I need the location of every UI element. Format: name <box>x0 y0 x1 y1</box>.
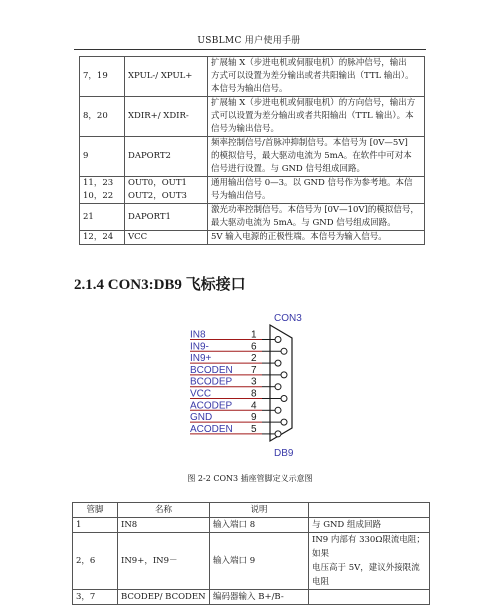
pin-socket <box>275 407 281 413</box>
table-row <box>80 97 425 137</box>
pin-number: 2 <box>251 353 257 365</box>
signal-label: BCODEP <box>190 376 233 388</box>
description-cell: 编码器输入 B+/B- <box>210 590 309 605</box>
pin-cell: 2，6 <box>73 533 118 590</box>
column-header: 管脚 <box>73 503 118 518</box>
description-cell: 频率控制信号/首脉冲抑制信号。本信号为 [0V—5V] 的模拟信号，最大驱动电流为 5mA。在软件中可对本 信号进行设置。与 GND 信号组成回路。 <box>208 137 425 177</box>
pin-number: 5 <box>251 423 257 435</box>
signal-name-cell: XPUL-/ XPUL+ <box>125 57 208 97</box>
pin-socket <box>275 360 281 366</box>
name-cell: IN9+，IN9－ <box>118 533 210 590</box>
pin-socket <box>281 372 287 378</box>
pin-cell: 1 <box>73 518 118 533</box>
table-row <box>80 177 425 204</box>
pin-socket <box>275 337 281 343</box>
pin-number: 6 <box>251 341 257 353</box>
pin-cell: 12，24 <box>80 231 125 245</box>
description-cell: 5V 输入电源的正极性端。本信号为输入信号。 <box>208 231 425 245</box>
pin-socket <box>281 348 287 354</box>
pin-socket <box>275 431 281 437</box>
pin-cell: 21 <box>80 204 125 231</box>
signal-label: ACODEN <box>190 423 233 435</box>
signal-label: BCODEN <box>190 364 233 376</box>
table-row <box>73 533 430 590</box>
signal-label: IN9+ <box>190 353 212 365</box>
signal-label: GND <box>190 412 213 424</box>
signal-name-cell: OUT0，OUT1 OUT2，OUT3 <box>125 177 208 204</box>
signal-name-cell: DAPORT1 <box>125 204 208 231</box>
signal-name-cell: XDIR+/ XDIR- <box>125 97 208 137</box>
connector-bottom-label: DB9 <box>274 448 294 458</box>
column-header <box>309 503 430 518</box>
pin-number: 1 <box>251 329 257 341</box>
signal-name-cell: VCC <box>125 231 208 245</box>
pin-socket <box>281 419 287 425</box>
table-row <box>73 590 430 605</box>
table-row <box>80 231 425 245</box>
table-row <box>80 57 425 97</box>
description-cell: 扩展轴 X（步进电机或伺服电机）的脉冲信号，输出 方式可以设置为差分输出或者共阳输出（TTL 输出）。 本信号为输出信号。 <box>208 57 425 97</box>
pin-number: 7 <box>251 364 257 376</box>
header-divider <box>74 49 426 50</box>
signal-label: VCC <box>190 388 212 400</box>
pin-number: 4 <box>251 400 257 412</box>
pin-cell: 11，23 10，22 <box>80 177 125 204</box>
column-header: 说明 <box>210 503 309 518</box>
signal-name-cell: DAPORT2 <box>125 137 208 177</box>
signal-label: IN9- <box>190 341 209 353</box>
pin-cell: 9 <box>80 137 125 177</box>
pin-definition-table <box>72 502 430 605</box>
pin-socket <box>281 396 287 402</box>
signal-label: ACODEP <box>190 400 233 412</box>
signal-label: IN8 <box>190 329 206 341</box>
pin-number: 8 <box>251 388 257 400</box>
column-header: 名称 <box>118 503 210 518</box>
pin-number: 3 <box>251 376 257 388</box>
description-cell: 输入端口 8 <box>210 518 309 533</box>
note-cell: 与 GND 组成回路 <box>309 518 430 533</box>
table-row <box>73 518 430 533</box>
table-row <box>80 137 425 177</box>
description-cell: 激光功率控制信号。本信号为 [0V—10V]的模拟信号， 最大驱动电流为 5mA。与 GND 信号组成回路。 <box>208 204 425 231</box>
section-heading: 2.1.4 CON3:DB9 飞标接口 <box>74 277 246 293</box>
page-header-title: USBLMC 用户使用手册 <box>197 36 301 46</box>
name-cell: IN8 <box>118 518 210 533</box>
table-header-row <box>73 503 430 518</box>
pin-cell: 3，7 <box>73 590 118 605</box>
note-cell <box>309 590 430 605</box>
description-cell: 输入端口 9 <box>210 533 309 590</box>
name-cell: BCODEP/ BCODEN <box>118 590 210 605</box>
description-cell: 扩展轴 X（步进电机或伺服电机）的方向信号，输出方 式可以设置为差分输出或者共阳输出（TTL 输出）。本 信号为输出信号。 <box>208 97 425 137</box>
description-cell: 通用输出信号 0—3。以 GND 信号作为参考地。本信 号为输出信号。 <box>208 177 425 204</box>
pin-number: 9 <box>251 412 257 424</box>
figure-caption: 图 2-2 CON3 插座管脚定义示意图 <box>187 474 313 483</box>
db9-connector-diagram <box>170 308 330 458</box>
note-cell: IN9 内部有 330Ω限流电阻；如果 电压高于 5V，建议外接限流电阻 <box>309 533 430 590</box>
connector-top-label: CON3 <box>274 313 302 324</box>
pin-socket <box>275 384 281 390</box>
pin-cell: 8，20 <box>80 97 125 137</box>
pin-cell: 7，19 <box>80 57 125 97</box>
table-row <box>80 204 425 231</box>
signal-table <box>79 56 425 245</box>
